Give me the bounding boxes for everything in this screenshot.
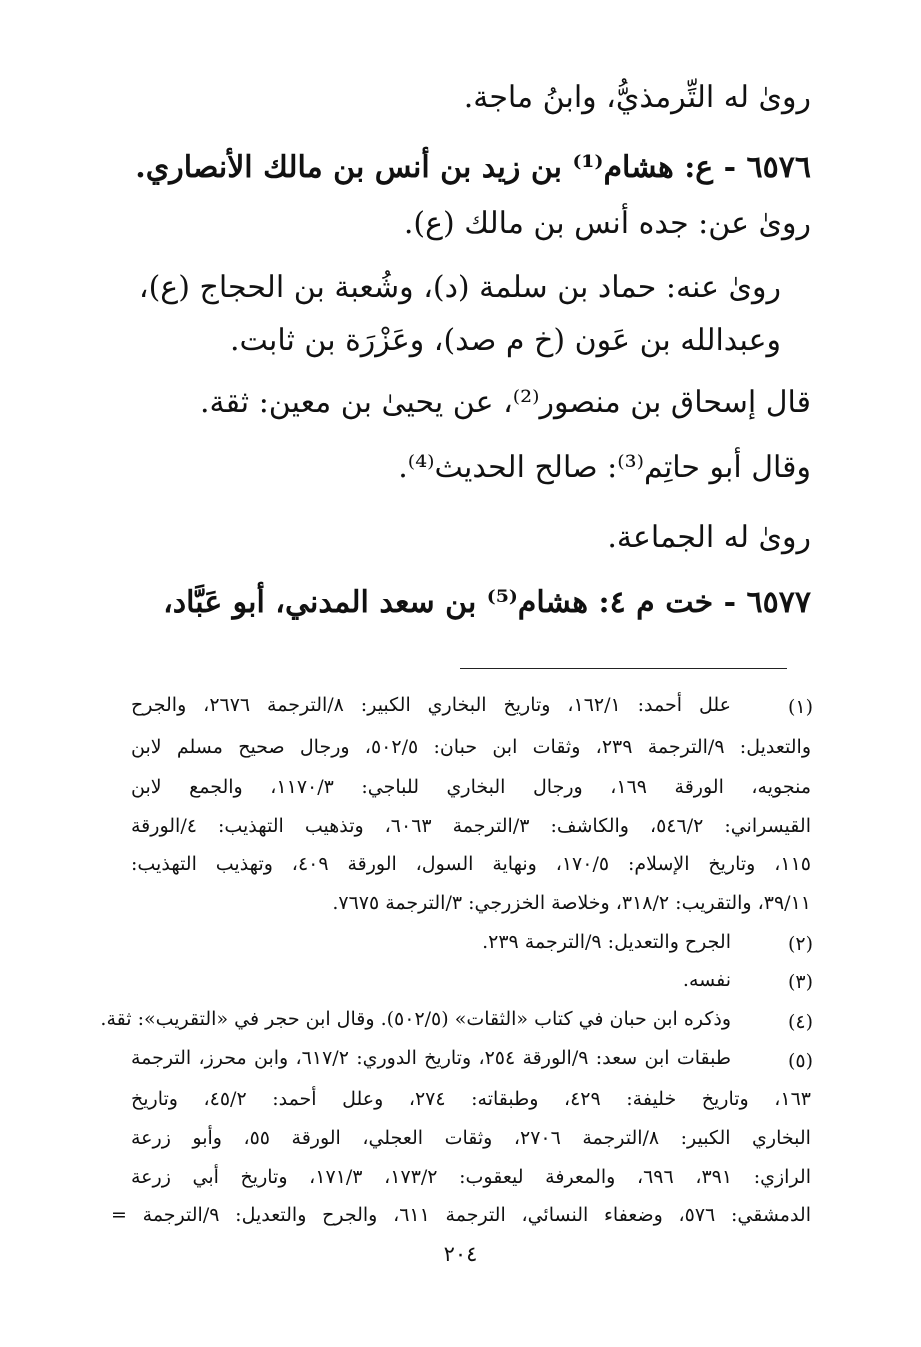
text-line: رویٰ له الجماعة. (607, 520, 811, 555)
footnote-line: الجرح والتعديل: ٩/الترجمة ٢٣٩. (482, 931, 731, 953)
footnote-number: (٣) (787, 971, 813, 993)
footnote-line: البخاري الكبير: ٨/الترجمة ٢٧٠٦، وثقات العجلي، الورقة ٥٥، وأبو زرعة (131, 1127, 811, 1149)
footnote-line: ٣٩/١١، والتقريب: ٣١٨/٢، وخلاصة الخزرجي: ٣/الترجمة ٧٦٧٥. (332, 892, 811, 914)
footnote-number: (٥) (787, 1050, 813, 1072)
entry-heading-6577: ٦٥٧٧ - خت م ٤: هشام⁽⁵⁾ بن سعد المدني، أبو عَبَّاد، (163, 585, 811, 620)
page-number: ٢٠٤ (443, 1242, 478, 1266)
text-line: قال إسحاق بن منصور⁽²⁾، عن يحيیٰ بن معين: ثقة. (200, 385, 811, 420)
entry-heading-6576: ٦٥٧٦ - ع: هشام⁽¹⁾ بن زيد بن أنس بن مالك الأنصاري. (135, 150, 811, 185)
text-line: وقال أبو حاتِم⁽³⁾: صالح الحديث⁽⁴⁾. (398, 450, 811, 485)
footnote-number: (٢) (787, 933, 813, 955)
text-line: وعبدالله بن عَون (خ م صد)، وعَزْرَة بن ثابت. (229, 323, 781, 358)
footnote-number: (١) (787, 696, 813, 718)
footnote-line: الرازي: ٣٩١، ٦٩٦، والمعرفة ليعقوب: ١٧٣/٢، ١٧١/٣، وتاريخ أبي زرعة (131, 1166, 811, 1188)
text-line: رویٰ له التِّرمذيُّ، وابنُ ماجة. (463, 80, 811, 115)
footnote-line: وذكره ابن حبان في كتاب «الثقات» (٥٠٢/٥). وقال ابن حجر في «التقريب»: ثقة. (100, 1008, 731, 1030)
text-line: رویٰ عنه: حماد بن سلمة (د)، وشُعبة بن الحجاج (ع)، (138, 270, 781, 305)
footnote-line: منجويه، الورقة ١٦٩، ورجال البخاري للباجي: ١١٧٠/٣، والجمع لابن (131, 776, 812, 798)
footnote-line: القيسراني: ٥٤٦/٢، والكاشف: ٣/الترجمة ٦٠٦٣، وتذهيب التهذيب: ٤/الورقة (131, 815, 811, 837)
footnote-divider (460, 668, 787, 669)
footnote-line: ١١٥، وتاريخ الإسلام: ١٧٠/٥، ونهاية السول، الورقة ٤٠٩، وتهذيب التهذيب: (131, 853, 811, 875)
footnote-line: علل أحمد: ١٦٢/١، وتاريخ البخاري الكبير: ٨/الترجمة ٢٦٧٦، والجرح (131, 694, 731, 716)
footnote-line: ١٦٣، وتاريخ خليفة: ٤٢٩، وطبقاته: ٢٧٤، وعلل أحمد: ٤٥/٢، وتاريخ (131, 1088, 812, 1110)
footnote-line: طبقات ابن سعد: ٩/الورقة ٢٥٤، وتاريخ الدوري: ٦١٧/٢، وابن محرز، الترجمة (131, 1047, 731, 1069)
footnote-line: الدمشقي: ٥٧٦، وضعفاء النسائي، الترجمة ٦١١، والجرح والتعديل: ٩/الترجمة = (111, 1204, 811, 1226)
footnote-line: والتعديل: ٩/الترجمة ٢٣٩، وثقات ابن حبان: ٥٠٢/٥، ورجال صحيح مسلم لابن (131, 736, 811, 758)
footnote-line: نفسه. (682, 969, 731, 991)
footnote-number: (٤) (787, 1011, 813, 1033)
text-line: رویٰ عن: جده أنس بن مالك (ع). (403, 206, 811, 241)
